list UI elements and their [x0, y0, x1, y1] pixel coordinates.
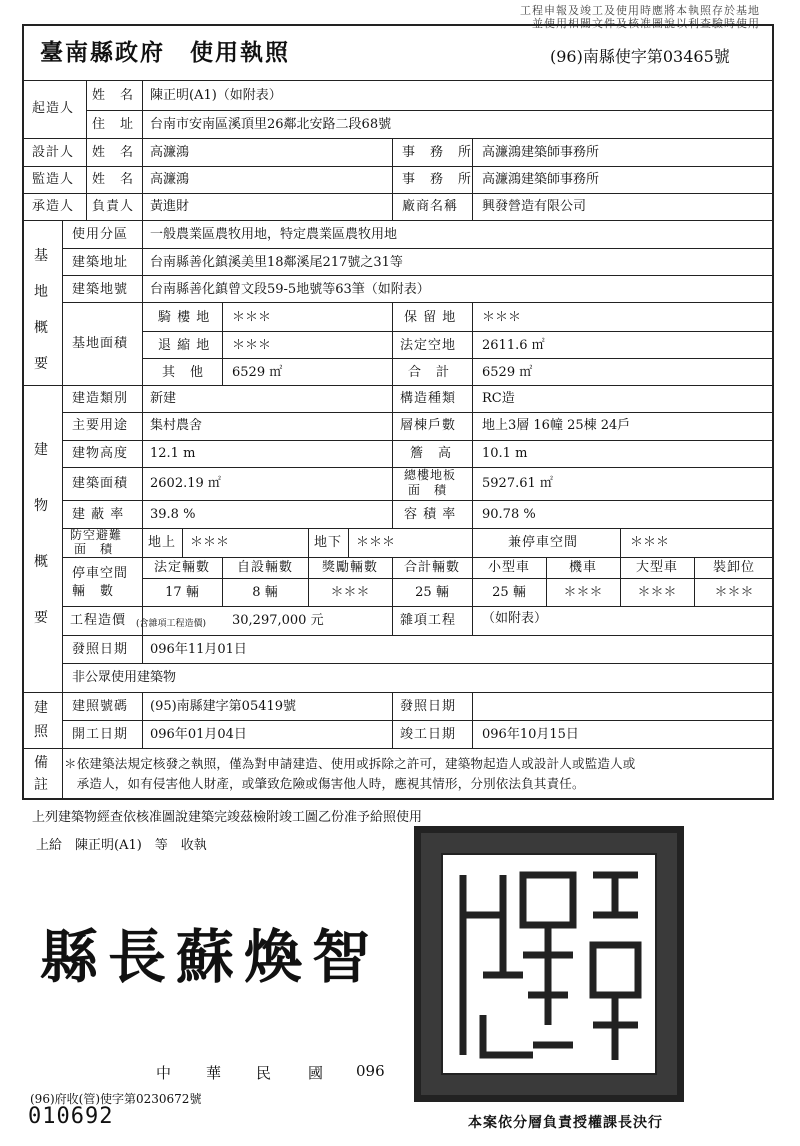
shelter-below-label: 地下 [314, 535, 343, 550]
rule [472, 385, 473, 528]
rule [86, 110, 774, 111]
coverage-label: 建 蔽 率 [72, 507, 125, 522]
structure-label: 構造種類 [400, 391, 457, 406]
construction-section-heading [32, 696, 50, 744]
lot-value: 台南縣善化鎮曾文段59-5地號等63筆（如附表） [150, 282, 430, 297]
rule [142, 692, 143, 748]
date-char: 民 [256, 1064, 272, 1082]
rule [62, 275, 774, 276]
top-note-line-2: 並使用相關文件及核准圖說以利查驗時使用 [532, 17, 760, 30]
floor-area-value: 5927.61 ㎡ [482, 476, 553, 491]
rule [22, 385, 774, 386]
site-heading-char: 基 [34, 248, 48, 264]
parking-header: 法定輛數 [153, 560, 210, 575]
contractor-company-label: 廠商名稱 [402, 199, 459, 214]
applicant-name: 陳正明(A1)（如附表） [150, 88, 282, 103]
zoning-label: 使用分區 [72, 227, 129, 242]
rule [142, 80, 143, 220]
rule [22, 80, 774, 81]
rule [142, 606, 143, 663]
shelter-above-label: 地上 [148, 535, 177, 550]
rule [142, 578, 774, 579]
rule [86, 80, 87, 138]
permit-date-label: 發照日期 [400, 699, 457, 714]
serial-number: 010692 [28, 1104, 114, 1129]
cost-value: 30,297,000 元 [232, 613, 324, 628]
document-title: 臺南縣政府 使用執照 [40, 39, 290, 66]
loading-label: 兼停車空間 [508, 535, 579, 550]
structure-value: RC造 [482, 391, 515, 406]
rule [62, 248, 774, 249]
contractor-section: 承造人 [32, 199, 75, 214]
misc-value: （如附表） [482, 611, 548, 626]
designer-office: 高濂鴻建築師事務所 [482, 145, 600, 160]
floor-area-label-2: 面 積 [408, 483, 448, 497]
open-space-value: 2611.6 ㎡ [482, 338, 545, 353]
supervisor-name-label: 姓 名 [92, 172, 135, 187]
authority-note: 本案依分層負責授權課長決行 [468, 1115, 663, 1131]
supervisor-name: 高濂鴻 [150, 172, 190, 187]
supervisor-section: 監造人 [32, 172, 75, 187]
rule [620, 528, 621, 557]
rule [472, 606, 473, 635]
remarks-heading-char: 註 [34, 777, 48, 793]
eave-label: 簷 高 [410, 446, 453, 461]
rule [392, 692, 393, 748]
building-heading-char: 建 [34, 442, 48, 458]
shelter-above-value: ＊＊＊ [190, 535, 230, 550]
other-value: 6529 ㎡ [232, 365, 283, 380]
height-value: 12.1 m [150, 446, 196, 461]
rule [62, 528, 774, 529]
date-char: 國 [308, 1064, 324, 1082]
rule [62, 635, 774, 636]
parking-header: 自設輛數 [236, 560, 293, 575]
rule [62, 412, 774, 413]
arcade-label: 騎 樓 地 [158, 310, 211, 325]
date-char: 中 [156, 1064, 172, 1082]
site-area-label: 基地面積 [72, 336, 129, 351]
setback-value: ＊＊＊ [232, 338, 272, 353]
applicant-name-label: 姓 名 [92, 88, 135, 103]
rule [22, 193, 774, 194]
floor-area-label-1: 總樓地板 [404, 468, 457, 482]
remarks-line-2: 承造人，如有侵害他人財產，或肇致危險或傷害他人時，應視其情形，分別依法負其責任。 [64, 776, 585, 791]
parking-header: 小型車 [487, 560, 530, 575]
parking-header: 機車 [568, 560, 597, 575]
parking-header: 裝卸位 [712, 560, 755, 575]
official-seal [414, 826, 684, 1102]
parking-value: ＊＊＊ [563, 585, 603, 600]
zoning-value: 一般農業區農牧用地，特定農業區農牧用地 [150, 227, 398, 242]
cost-sub-label: (含雜項工程造價) [136, 619, 207, 629]
rule [62, 663, 774, 664]
complete-label: 竣工日期 [400, 727, 457, 742]
rule [392, 138, 393, 220]
non-public-note: 非公眾使用建築物 [72, 670, 177, 685]
parking-label-2: 輛 數 [72, 584, 115, 599]
cost-label: 工程造價 [70, 613, 127, 628]
far-label: 容 積 率 [404, 507, 457, 522]
rule [22, 748, 774, 749]
parking-header: 合計輛數 [403, 560, 460, 575]
designer-name: 高濂鴻 [150, 145, 190, 160]
rule [22, 692, 774, 693]
floors-value: 地上3層 16幢 25棟 24戶 [482, 418, 631, 433]
rule [222, 302, 223, 385]
rule [22, 138, 774, 139]
building-type-value: 新建 [150, 391, 177, 406]
shelter-label-1: 防空避難 [70, 528, 123, 542]
rule [62, 302, 774, 303]
shelter-below-value: ＊＊＊ [356, 535, 396, 550]
supervisor-office: 高濂鴻建築師事務所 [482, 172, 600, 187]
rule [392, 385, 393, 528]
site-address-label: 建築地址 [72, 255, 129, 270]
license-number: (96)南縣使字第03465號 [550, 47, 730, 66]
start-value: 096年01月04日 [150, 727, 247, 742]
remarks-heading-char: 備 [34, 755, 48, 771]
permit-label: 建照號碼 [72, 699, 129, 714]
start-label: 開工日期 [72, 727, 129, 742]
rule [392, 302, 393, 385]
reserved-label: 保 留 地 [404, 310, 457, 325]
site-address-value: 台南縣善化鎮溪美里18鄰溪尾217號之31等 [150, 255, 403, 270]
building-heading-char: 要 [34, 610, 48, 626]
rule [142, 220, 143, 607]
eave-value: 10.1 m [482, 446, 528, 461]
arcade-value: ＊＊＊ [232, 310, 272, 325]
rule [86, 138, 87, 220]
date-year: 096 [356, 1062, 385, 1080]
building-section-heading [32, 432, 50, 636]
coverage-value: 39.8 % [150, 507, 196, 522]
rule [308, 528, 309, 557]
contractor-name: 黃進財 [150, 199, 190, 214]
rule [142, 331, 774, 332]
applicant-section: 起造人 [32, 101, 75, 116]
rule [62, 500, 774, 501]
designer-name-label: 姓 名 [92, 145, 135, 160]
date-char: 華 [206, 1064, 222, 1082]
approval-statement: 上列建築物經查依核准圖說建築完竣茲檢附竣工圖乙份准予給照使用 [32, 810, 423, 825]
rule [182, 528, 183, 557]
rule [22, 220, 774, 221]
site-section-heading [32, 238, 50, 382]
building-heading-char: 概 [34, 554, 48, 570]
floors-label: 層棟戶數 [400, 418, 457, 433]
parking-header: 大型車 [635, 560, 678, 575]
open-space-label: 法定空地 [400, 338, 457, 353]
rule [472, 692, 473, 748]
parking-value: ＊＊＊ [714, 585, 754, 600]
rule [62, 220, 63, 692]
contractor-company: 興發營造有限公司 [482, 199, 587, 214]
permit-value: (95)南縣建字第05419號 [150, 699, 297, 714]
rule [392, 606, 393, 635]
building-type-label: 建造類別 [72, 391, 129, 406]
parking-header: 獎勵輛數 [321, 560, 378, 575]
parking-value: 8 輛 [252, 585, 278, 600]
total-label: 合 計 [408, 365, 451, 380]
use-label: 主要用途 [72, 418, 129, 433]
seal-inner [441, 853, 657, 1075]
setback-label: 退 縮 地 [158, 338, 211, 353]
issue-label: 發照日期 [72, 642, 129, 657]
applicant-address: 台南市安南區溪頂里26鄰北安路二段68號 [150, 117, 392, 132]
shelter-label-2: 面 積 [74, 542, 114, 556]
construction-heading-char: 照 [34, 724, 48, 740]
parking-label-1: 停車空間 [72, 566, 129, 581]
rule [62, 440, 774, 441]
designer-office-label: 事 務 所 [402, 145, 473, 160]
rule [62, 720, 774, 721]
parking-value: 25 輛 [415, 585, 449, 600]
rule [142, 358, 774, 359]
rule [348, 528, 349, 557]
site-heading-char: 要 [34, 356, 48, 372]
parking-value: 17 輛 [165, 585, 199, 600]
far-value: 90.78 % [482, 507, 536, 522]
reserved-value: ＊＊＊ [482, 310, 522, 325]
rule [472, 138, 473, 220]
mayor-signature: 縣長蘇煥智 [40, 923, 381, 991]
site-heading-char: 概 [34, 320, 48, 336]
remarks-line-1: ＊依建築法規定核發之執照，僅為對申請建造、使用或拆除之許可，建築物起造人或設計人或監造人或 [64, 756, 636, 771]
parking-value: ＊＊＊ [330, 585, 370, 600]
rule [472, 528, 473, 557]
complete-value: 096年10月15日 [482, 727, 579, 742]
total-value: 6529 ㎡ [482, 365, 533, 380]
other-label: 其 他 [162, 365, 205, 380]
building-area-value: 2602.19 ㎡ [150, 476, 221, 491]
rule [62, 692, 63, 748]
construction-heading-char: 建 [34, 700, 48, 716]
contractor-name-label: 負責人 [92, 199, 135, 214]
receipt-number: (96)府收(管)使字第0230672號 [30, 1092, 202, 1106]
height-label: 建物高度 [72, 446, 129, 461]
top-note-line-1: 工程申報及竣工及使用時應將本執照存於基地 [520, 4, 760, 17]
lot-label: 建築地號 [72, 282, 129, 297]
building-area-label: 建築面積 [72, 476, 129, 491]
site-heading-char: 地 [34, 284, 48, 300]
rule [62, 606, 774, 607]
seal-pattern-icon [443, 855, 655, 1073]
building-heading-char: 物 [34, 498, 48, 514]
remarks-section-heading [32, 752, 50, 796]
issue-value: 096年11月01日 [150, 642, 247, 657]
use-value: 集村農舍 [150, 418, 203, 433]
parking-value: 25 輛 [492, 585, 526, 600]
applicant-address-label: 住 址 [92, 117, 135, 132]
loading-value: ＊＊＊ [630, 535, 670, 550]
parking-value: ＊＊＊ [637, 585, 677, 600]
rule [62, 557, 774, 558]
supervisor-office-label: 事 務 所 [402, 172, 473, 187]
designer-section: 設計人 [32, 145, 75, 160]
recipient-line: 上給 陳正明(A1) 等 收執 [36, 838, 207, 853]
rule [62, 748, 63, 800]
misc-label: 雜項工程 [400, 613, 457, 628]
rule [472, 302, 473, 385]
rule [22, 166, 774, 167]
